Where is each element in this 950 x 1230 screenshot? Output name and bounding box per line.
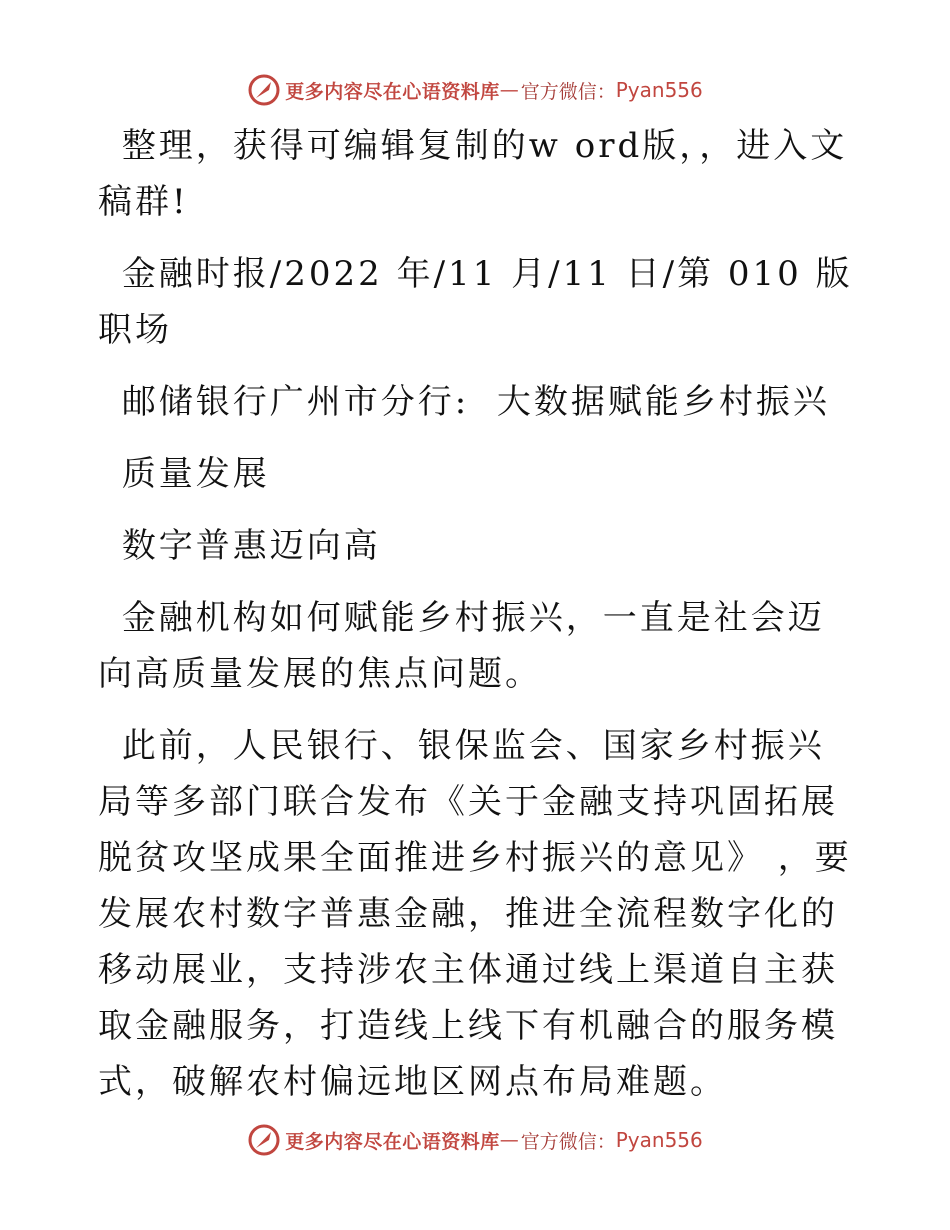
footer-watermark — [0, 1120, 950, 1160]
paragraph-source: 金融时报/2022 年/11 月/11 日/第 010 版职场 — [98, 254, 853, 350]
paragraph-title-line2: 质量发展 — [108, 454, 270, 494]
paragraph-title-line3: 数字普惠迈向高 — [108, 526, 381, 566]
watermark-wechat-id: Pyan556 — [615, 1128, 703, 1152]
paragraph-intro: 整理，获得可编辑复制的w ord版，，进入文稿群! — [98, 126, 848, 222]
paragraph-title-line1: 邮储银行广州市分行: 大数据赋能乡村振兴 — [108, 382, 830, 422]
document-body — [98, 118, 858, 1126]
paragraph-body: 此前，人民银行、银保监会、国家乡村振兴局等多部门联合发布《关于金融支持巩固拓展脱贫攻坚成果全面推进乡村振兴的意见》 ，要发展农村数字普惠金融，推进全流程数字化的移动展业，支持涉农主体通过线上渠道自主获取金融服务，打造线上线下有机融合的服务模式，破解农村偏远地区网点布局难题。 — [98, 726, 852, 1102]
feather-logo-icon — [247, 73, 281, 107]
watermark-main-text: 更多内容尽在心语资料库 — [285, 80, 500, 103]
paragraph-lead: 金融机构如何赋能乡村振兴，一直是社会迈向高质量发展的焦点问题。 — [98, 598, 825, 694]
header-watermark — [0, 70, 950, 110]
watermark-wechat-id: Pyan556 — [615, 78, 703, 102]
feather-logo-icon — [247, 1123, 281, 1157]
watermark-main-text: 更多内容尽在心语资料库 — [285, 1130, 500, 1153]
watermark-sub-text: 官方微信： — [520, 80, 616, 103]
watermark-dash: — — [499, 1129, 519, 1151]
watermark-sub-text: 官方微信： — [520, 1130, 616, 1153]
watermark-dash: — — [499, 79, 519, 101]
